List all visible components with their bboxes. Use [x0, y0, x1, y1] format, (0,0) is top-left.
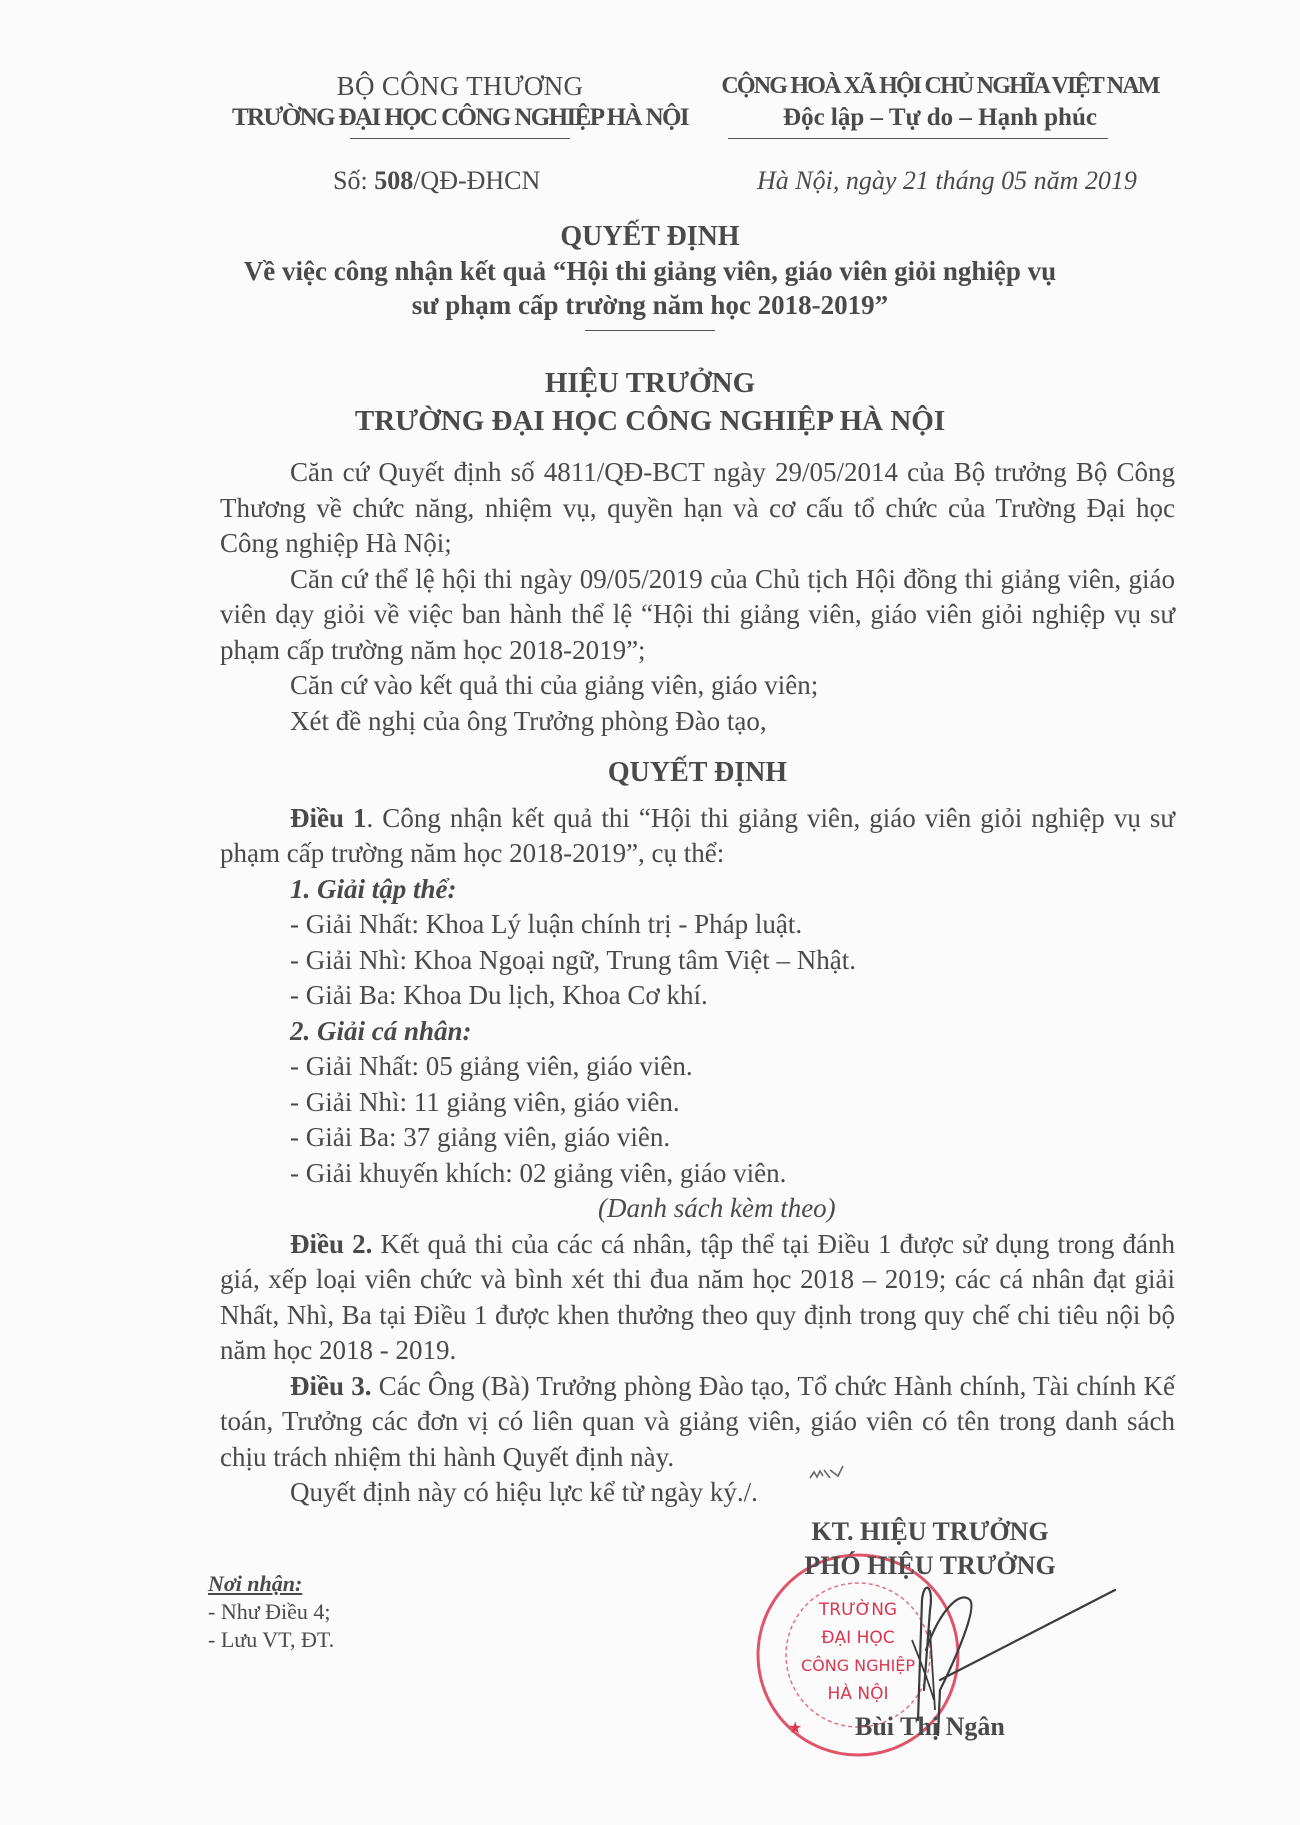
number-suffix: /QĐ-ĐHCN: [413, 166, 541, 195]
national-motto: Độc lập – Tự do – Hạnh phúc: [783, 104, 1097, 131]
signature-title-2: PHÓ HIỆU TRƯỞNG: [804, 1551, 1056, 1580]
authority-org: TRƯỜNG ĐẠI HỌC CÔNG NGHIỆP HÀ NỘI: [354, 405, 946, 437]
article-3-text: Các Ông (Bà) Trưởng phòng Đào tạo, Tổ chức Hành chính, Tài chính Kế toán, Trưởng các đơn vị có liên quan và giảng viên, giáo viên có tên trong danh sách chịu trách nhiệm thi hành Quyết định này.: [220, 1370, 1175, 1472]
individual-award-item: - Giải Nhất: 05 giảng viên, giáo viên.: [290, 1051, 693, 1081]
number-value: 508: [374, 166, 414, 195]
article-2-text: Kết quả thi của các cá nhân, tập thể tại Điều 1 được sử dụng trong đánh giá, xếp loại viên chức và bình xét thi đua năm học 2018 – 2019; các cá nhân đạt giải Nhất, Nhì, Ba tại Điều 1 được khen thưởng theo quy định trong quy chế chi tiêu nội bộ năm học 2018 - 2019.: [220, 1228, 1176, 1365]
issuer-underline: [350, 138, 570, 139]
individual-award-item: - Giải Nhì: 11 giảng viên, giáo viên.: [290, 1086, 680, 1117]
ministry-name: BỘ CÔNG THƯƠNG: [336, 71, 584, 101]
collective-award-item: - Giải Nhì: Khoa Ngoại ngữ, Trung tâm Việt – Nhật.: [290, 944, 856, 975]
basis-1: Căn cứ Quyết định số 4811/QĐ-BCT ngày 29/05/2014 của Bộ trưởng Bộ Công Thương về chức năng, nhiệm vụ, quyền hạn và cơ cấu tổ chức của Trường Đại học Công nghiệp Hà Nội;: [220, 457, 1175, 558]
article-1: [220, 801, 1175, 872]
subject-line-2: sư phạm cấp trường năm học 2018-2019”: [411, 290, 889, 320]
article-2-label: Điều 2.: [290, 1228, 373, 1259]
collective-award-item: - Giải Nhất: Khoa Lý luận chính trị - Pháp luật.: [290, 909, 803, 939]
individual-award-item: - Giải Ba: 37 giảng viên, giáo viên.: [290, 1122, 671, 1152]
article-3: [220, 1369, 1175, 1476]
authority-title: HIỆU TRƯỞNG: [544, 367, 756, 399]
signature-title-1: KT. HIỆU TRƯỞNG: [811, 1517, 1049, 1546]
recipient-item: - Như Điều 4;: [208, 1599, 331, 1624]
initials-mark-icon: [808, 1462, 846, 1484]
basis-4: Xét đề nghị của ông Trưởng phòng Đào tạo,: [290, 705, 767, 736]
motto-underline: [728, 138, 1108, 139]
document-body: [220, 455, 1175, 1511]
doc-type: QUYẾT ĐỊNH: [560, 221, 740, 252]
article-1-text: . Công nhận kết quả thi “Hội thi giảng viên, giáo viên giỏi nghiệp vụ sư phạm cấp trường năm học 2018-2019”, cụ thể:: [220, 802, 1175, 868]
seal-line-4: HÀ NỘI: [827, 1684, 889, 1704]
attachment-note: (Danh sách kèm theo): [598, 1193, 836, 1223]
place-date: Hà Nội, ngày 21 tháng 05 năm 2019: [757, 166, 1137, 195]
decision-heading: QUYẾT ĐỊNH: [607, 757, 788, 788]
seal-line-3: CÔNG NGHIỆP: [800, 1656, 916, 1675]
collective-awards-heading: 1. Giải tập thể:: [290, 873, 457, 904]
seal-line-1: TRƯỜNG: [818, 1600, 898, 1620]
individual-awards-heading: 2. Giải cá nhân:: [290, 1015, 472, 1046]
basis-3: Căn cứ vào kết quả thi của giảng viên, giáo viên;: [290, 670, 819, 700]
effective-clause: Quyết định này có hiệu lực kể từ ngày ký./.: [290, 1477, 758, 1507]
article-3-label: Điều 3.: [290, 1370, 372, 1401]
national-header: [690, 70, 1190, 139]
individual-award-item: - Giải khuyến khích: 02 giảng viên, giáo viên.: [290, 1157, 787, 1188]
recipients-block: [208, 1570, 334, 1654]
seal-line-2: ĐẠI HỌC: [821, 1628, 895, 1648]
issuer-header: [210, 70, 710, 139]
basis-2: Căn cứ thể lệ hội thi ngày 09/05/2019 của Chủ tịch Hội đồng thi giảng viên, giáo viên dạy giỏi về việc ban hành thể lệ “Hội thi giảng viên, giáo viên giỏi nghiệp vụ sư phạm cấp trường năm học 2018-2019”;: [220, 563, 1175, 665]
title-underline: [585, 330, 715, 331]
article-1-label: Điều 1: [290, 802, 367, 833]
number-prefix: Số:: [333, 166, 375, 195]
article-2: [220, 1227, 1175, 1369]
subject-line-1: Về việc công nhận kết quả “Hội thi giảng viên, giáo viên giỏi nghiệp vụ: [243, 256, 1057, 286]
authority-heading: [0, 364, 1300, 440]
svg-text:★: ★: [788, 1718, 803, 1737]
collective-award-item: - Giải Ba: Khoa Du lịch, Khoa Cơ khí.: [290, 980, 708, 1010]
country-name: CỘNG HOÀ XÃ HỘI CHỦ NGHĨA VIỆT NAM: [721, 73, 1159, 99]
recipients-heading: Nơi nhận:: [208, 1571, 303, 1596]
university-name: TRƯỜNG ĐẠI HỌC CÔNG NGHIỆP HÀ NỘI: [231, 104, 689, 131]
signer-name: Bùi Thị Ngân: [855, 1712, 1005, 1741]
document-title: [0, 220, 1300, 331]
document-number: [333, 166, 540, 196]
recipient-item: - Lưu VT, ĐT.: [208, 1627, 335, 1652]
